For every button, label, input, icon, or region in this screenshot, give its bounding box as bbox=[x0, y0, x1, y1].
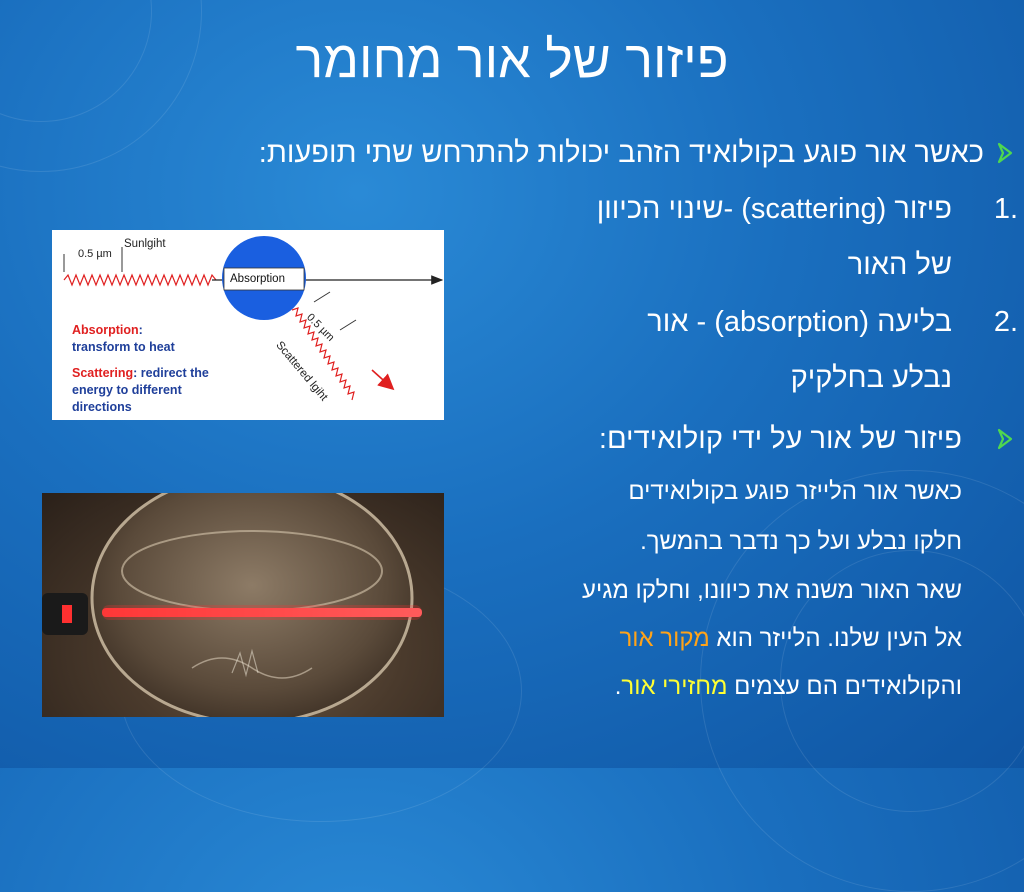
scattering-description: : redirect the bbox=[133, 366, 209, 380]
paragraph-line: חלקו נבלע ועל כך נדבר בהמשך. bbox=[640, 528, 962, 555]
numbered-line: נבלע בחלקיק bbox=[790, 362, 952, 394]
light-source-highlight: מקור אור bbox=[619, 625, 710, 652]
sunlight-label: Sunlgiht bbox=[124, 238, 166, 250]
wavelength-label: 0.5 µm bbox=[78, 248, 112, 260]
scattered-arrow bbox=[372, 370, 392, 388]
absorption-colon: : bbox=[138, 323, 143, 337]
paragraph-text: אל העין שלנו. הלייזר הוא bbox=[709, 625, 962, 652]
laser-colloid-photo bbox=[42, 493, 444, 717]
scattering-description: directions bbox=[72, 400, 132, 414]
numbered-line: פיזור (scattering) -שינוי הכיוון bbox=[596, 193, 952, 225]
chevron-right-icon bbox=[996, 427, 1016, 451]
absorption-term: Absorption bbox=[72, 323, 139, 337]
paragraph-line: כאשר אור הלייזר פוגע בקולואידים bbox=[628, 478, 962, 505]
item-number: 2. bbox=[993, 306, 1018, 338]
absorption-definition bbox=[72, 322, 143, 339]
laser-beam-glow bbox=[102, 605, 422, 620]
scattering-diagram bbox=[52, 230, 444, 420]
absorption-sphere-label: Absorption bbox=[230, 273, 285, 285]
numbered-line: של האור bbox=[847, 249, 952, 281]
paragraph-line bbox=[615, 670, 962, 704]
paragraph-line: שאר האור משנה את כיוונו, וחלקו מגיע bbox=[581, 577, 962, 604]
scattered-tick bbox=[340, 320, 356, 330]
chevron-right-icon bbox=[996, 141, 1016, 165]
laser-aperture bbox=[62, 605, 72, 623]
paragraph-text: והקולואידים הם עצמים bbox=[727, 673, 962, 700]
scattered-tick bbox=[314, 292, 330, 302]
slide-title: פיזור של אור מחומר bbox=[295, 31, 729, 89]
bullet-text: כאשר אור פוגע בקולואיד הזהב יכולות להתרחש שתי תופעות: bbox=[258, 137, 984, 169]
paragraph-text: . bbox=[614, 673, 622, 700]
reflector-highlight: מחזירי אור bbox=[621, 673, 728, 700]
absorption-description: transform to heat bbox=[72, 340, 175, 354]
bullet-text: פיזור של אור על ידי קולואידים: bbox=[598, 423, 962, 455]
incoming-wave bbox=[64, 275, 216, 285]
scattered-light-label: Scattered lgiht bbox=[273, 339, 330, 404]
scattering-definition bbox=[72, 365, 209, 382]
numbered-line: בליעה (absorption) - אור bbox=[647, 306, 952, 338]
scattering-description: energy to different bbox=[72, 383, 182, 397]
paragraph-line bbox=[619, 622, 962, 656]
scattering-term: Scattering bbox=[72, 366, 134, 380]
item-number: 1. bbox=[993, 193, 1018, 225]
scattered-wavelength-label: 0.5 µm bbox=[304, 311, 337, 344]
